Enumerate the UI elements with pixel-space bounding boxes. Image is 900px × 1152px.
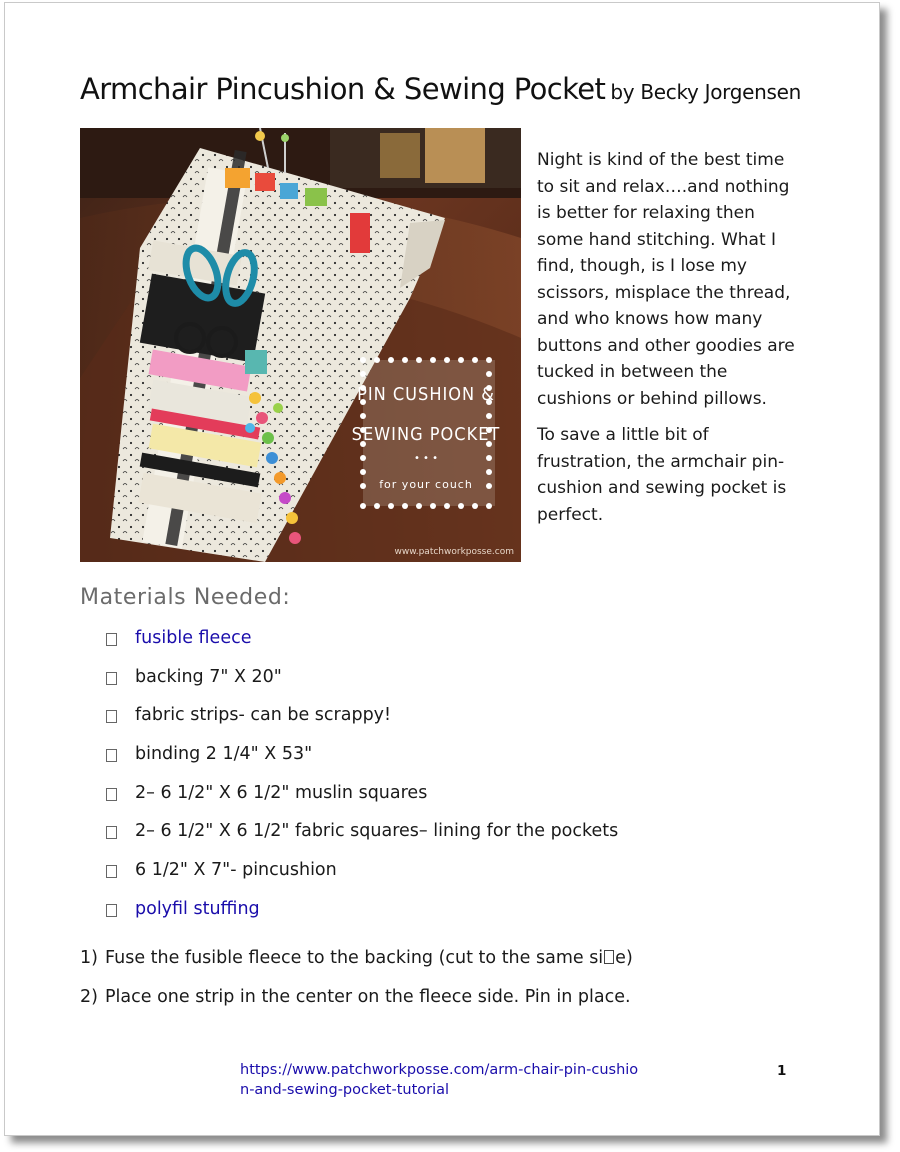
material-label: 2– 6 1/2" X 6 1/2" muslin squares bbox=[135, 782, 428, 803]
checkbox-icon bbox=[106, 865, 117, 878]
material-item bbox=[106, 744, 618, 783]
materials-list bbox=[106, 628, 618, 938]
overlay-line2: SEWING POCKET bbox=[351, 424, 501, 445]
material-label: fabric strips- can be scrappy! bbox=[135, 705, 392, 726]
step-number: 2) bbox=[80, 987, 98, 1007]
checkbox-icon bbox=[106, 672, 117, 685]
step-text bbox=[105, 948, 633, 987]
overlay-dots: • • • bbox=[413, 453, 439, 464]
title-main: Armchair Pincushion & Sewing Pocket bbox=[80, 72, 606, 106]
material-link-fusible-fleece[interactable]: fusible fleece bbox=[135, 628, 252, 648]
page-number: 1 bbox=[777, 1063, 787, 1079]
checkbox-icon bbox=[106, 633, 117, 646]
checkbox-icon bbox=[106, 904, 117, 917]
material-item bbox=[106, 705, 618, 744]
material-item bbox=[106, 821, 618, 860]
material-item bbox=[106, 860, 618, 899]
intro-paragraph-1: Night is kind of the best time to sit and relax….and nothing is better for relaxing then some hand stitching. What I find, though, is I lose my scissors, misplace the thread, and who knows how many buttons and other goodies are tucked in between the cushions or behind pillows. bbox=[537, 150, 795, 409]
step-item bbox=[80, 987, 633, 1026]
checkbox-icon bbox=[106, 826, 117, 839]
step-text: Place one strip in the center on the fleece side. Pin in place. bbox=[105, 987, 631, 1007]
material-label: 2– 6 1/2" X 6 1/2" fabric squares– lining for the pockets bbox=[135, 821, 619, 842]
footer-url-link[interactable]: https://www.patchworkposse.com/arm-chair-pin-cushion-and-sewing-pocket-tutorial bbox=[240, 1062, 639, 1098]
overlay-line1: PIN CUSHION & bbox=[357, 384, 495, 405]
material-item bbox=[106, 628, 618, 667]
overlay-subtitle: for your couch bbox=[379, 478, 473, 491]
intro-paragraph-2: To save a little bit of frustration, the armchair pin-cushion and sewing pocket is perfect. bbox=[537, 425, 787, 525]
checkbox-icon bbox=[106, 788, 117, 801]
step-text-part: Fuse the fusible fleece to the backing (cut to the same si bbox=[105, 948, 604, 968]
document-title bbox=[80, 72, 801, 106]
title-byline: by Becky Jorgensen bbox=[610, 80, 802, 104]
tutorial-photo bbox=[80, 128, 521, 562]
intro-text bbox=[537, 147, 795, 538]
checkbox-icon bbox=[106, 710, 117, 723]
step-text-part: e) bbox=[615, 948, 633, 968]
step-item bbox=[80, 948, 633, 987]
steps-list bbox=[80, 948, 633, 1026]
missing-glyph-icon bbox=[604, 950, 614, 964]
material-link-polyfil-stuffing[interactable]: polyfil stuffing bbox=[135, 898, 260, 919]
material-item bbox=[106, 783, 618, 822]
material-item bbox=[106, 667, 618, 706]
checkbox-icon bbox=[106, 749, 117, 762]
material-label: binding 2 1/4" X 53" bbox=[135, 744, 313, 765]
step-number: 1) bbox=[80, 948, 98, 968]
material-item bbox=[106, 899, 618, 938]
materials-heading: Materials Needed: bbox=[80, 585, 291, 610]
material-label: 6 1/2" X 7"- pincushion bbox=[135, 860, 337, 881]
photo-watermark: www.patchworkposse.com bbox=[394, 547, 514, 557]
material-label: backing 7" X 20" bbox=[135, 666, 282, 687]
